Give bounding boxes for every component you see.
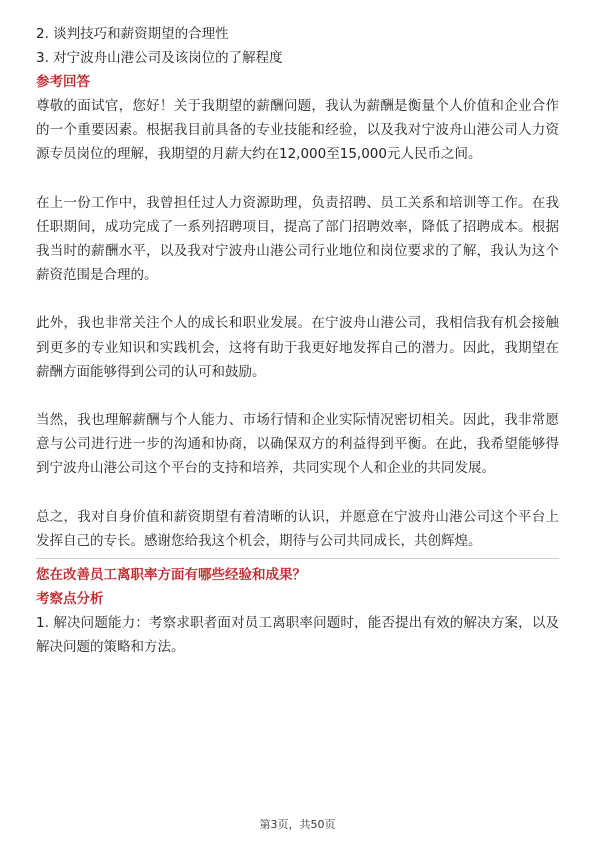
analysis-item-1: 1. 解决问题能力：考察求职者面对员工离职率问题时，能否提出有效的解决方案，以及解决问题的策略和方法。 (36, 615, 559, 656)
answer-paragraph-5: 总之，我对自身价值和薪资期望有着清晰的认识，并愿意在宁波舟山港公司这个平台上发挥自己的专长。感谢您给我这个机会，期待与公司共同成长，共创辉煌。 (36, 508, 559, 549)
page-content (36, 22, 559, 659)
question-heading: 您在改善员工离职率方面有哪些经验和成果？ (36, 567, 306, 584)
paragraph-gap (36, 481, 559, 505)
answer-paragraph-3: 此外，我也非常关注个人的成长和职业发展。在宁波舟山港公司，我相信我有机会接触到更多的专业知识和实践机会，这将有助于我更好地发挥自己的潜力。因此，我期望在薪酬方面能够得到公司的认可和鼓励。 (36, 315, 559, 380)
paragraph-gap (36, 287, 559, 311)
intro-item-3: 3. 对宁波舟山港公司及该岗位的了解程度 (36, 50, 283, 66)
section-divider (36, 558, 559, 559)
paragraph-gap (36, 384, 559, 408)
answer-paragraph-2: 在上一份工作中，我曾担任过人力资源助理，负责招聘、员工关系和培训等工作。在我任职期间，成功完成了一系列招聘项目，提高了部门招聘效率，降低了招聘成本。根据我当时的薪酬水平，以及我对宁波舟山港公司行业地位和岗位要求的了解，我认为这个薪资范围是合理的。 (36, 194, 559, 284)
reference-answer-heading: 参考回答 (36, 74, 90, 90)
answer-paragraph-4: 当然，我也理解薪酬与个人能力、市场行情和企业实际情况密切相关。因此，我非常愿意与公司进行进一步的沟通和协商，以确保双方的利益得到平衡。在此，我希望能够得到宁波舟山港公司这个平台的支持和培养，共同实现个人和企业的共同发展。 (36, 412, 559, 477)
paragraph-gap (36, 167, 559, 191)
page-number-footer: 第3页，共50页 (259, 818, 336, 831)
answer-paragraph-1: 尊敬的面试官，您好！关于我期望的薪酬问题，我认为薪酬是衡量个人价值和企业合作的一个重要因素。根据我目前具备的专业技能和经验，以及我对宁波舟山港公司人力资源专员岗位的理解，我期望的月薪大约在12,000至15,000元人民币之间。 (36, 98, 559, 163)
intro-item-2: 2. 谈判技巧和薪资期望的合理性 (36, 26, 229, 42)
analysis-heading: 考察点分析 (36, 591, 104, 608)
